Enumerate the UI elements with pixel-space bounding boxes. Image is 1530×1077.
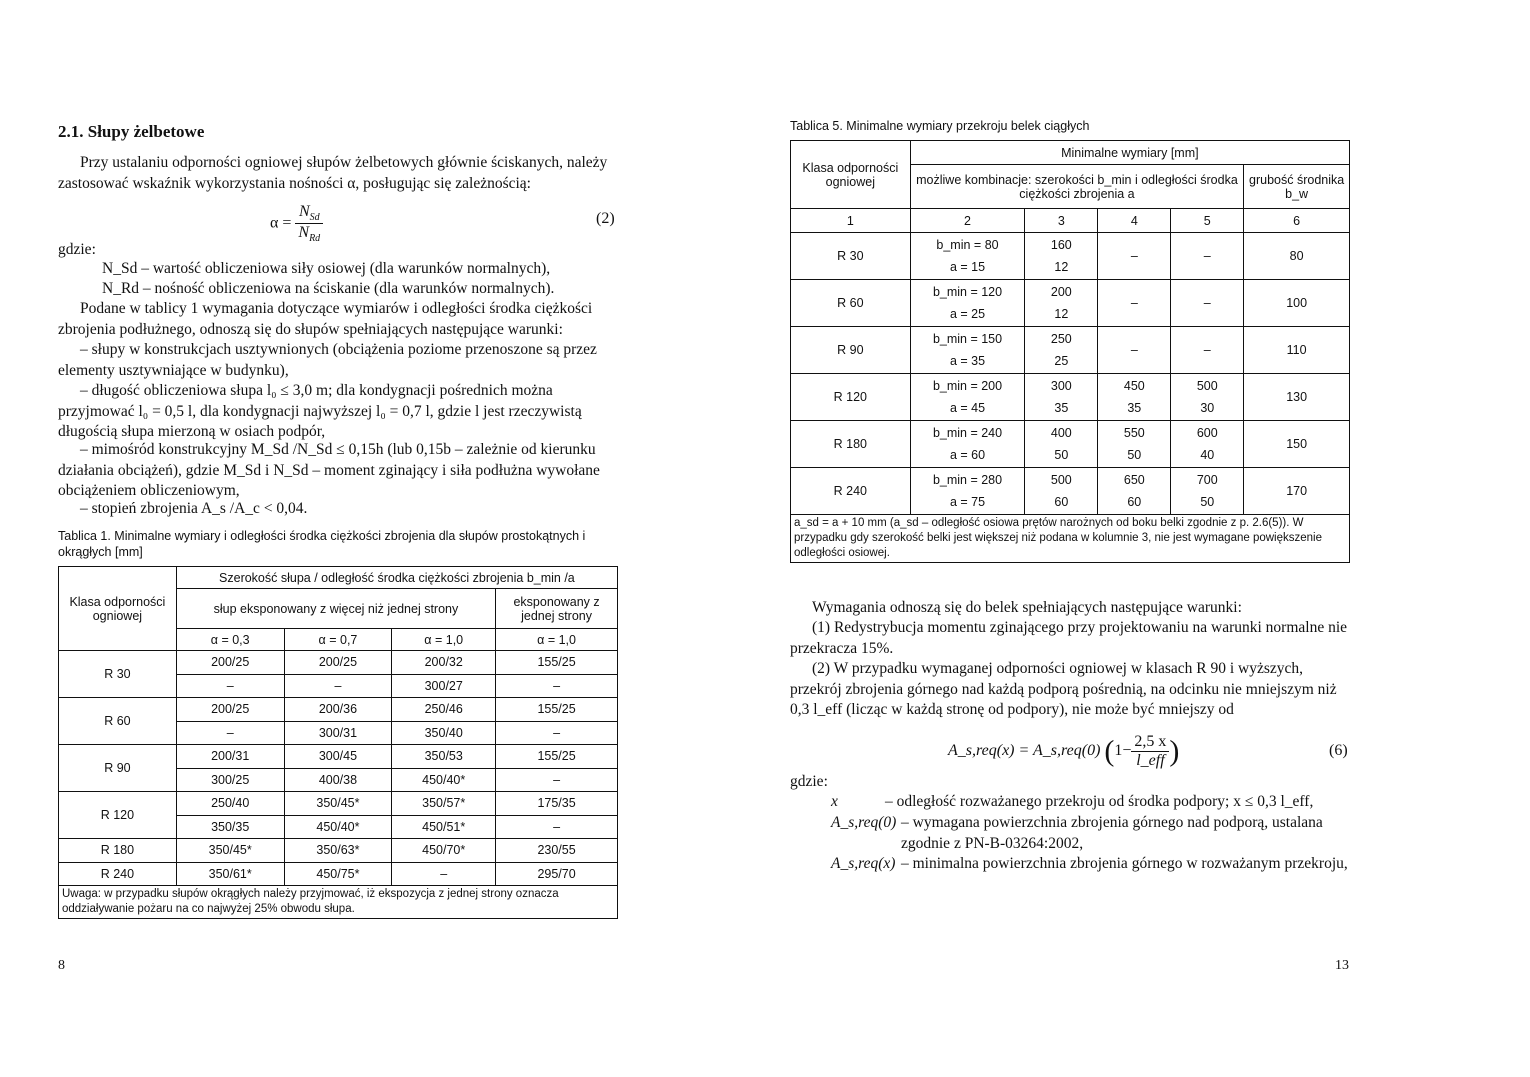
beam-conditions-intro: Wymagania odnoszą się do belek spełniających następujące warunki: [812, 599, 1242, 616]
table-row [791, 327, 1350, 374]
table1-value-cell: 250/40 [176, 792, 284, 816]
table5-value-cell: 550 50 [1098, 421, 1171, 468]
table1-value-cell: 200/36 [284, 698, 392, 722]
table5-class-cell: R 240 [791, 468, 911, 515]
table5-value-cell: 650 60 [1098, 468, 1171, 515]
table5-web-cell: 100 [1244, 280, 1350, 327]
table1-value-cell: 200/32 [392, 651, 496, 675]
table1-value-cell: – [176, 721, 284, 745]
def-ax-symbol: A_s,req(x) [831, 855, 896, 872]
table5-value-cell: – [1098, 327, 1171, 374]
table5-value-cell: 160 12 [1025, 233, 1098, 280]
table1-caption: Tablica 1. Minimalne wymiary i odległości środka ciężkości zbrojenia dla słupów prostokątnych i okrągłych [mm] [58, 529, 586, 559]
table1-value-cell: 155/25 [496, 745, 618, 769]
conditions-paragraph: Podane w tablicy 1 wymagania dotyczące wymiarów i odległości środka ciężkości zbrojenia podłużnego, odnoszą się do słupów spełniających następujące warunki: [58, 300, 593, 338]
table1-value-cell: 200/25 [176, 698, 284, 722]
table5-combo-cell: b_min = 240 a = 60 [910, 421, 1025, 468]
table5-column-number: 2 [910, 209, 1025, 233]
table5-value-cell: 450 35 [1098, 374, 1171, 421]
table-row [791, 233, 1350, 280]
table5-value-cell: – [1098, 233, 1171, 280]
gdzie-label: gdzie: [58, 241, 96, 258]
table1-value-cell: – [284, 674, 392, 698]
table5-web-cell: 130 [1244, 374, 1350, 421]
table-row [791, 421, 1350, 468]
def-x-symbol: x [831, 793, 838, 810]
table5-note: a_sd = a + 10 mm (a_sd – odległość osiowa prętów narożnych od boku belki zgodnie z p. 2.6(5)). W przypadku gdy szerokość belki jest większej niż podana w kolumnie 3, nie jest wymagane powiększenie odległości osiowej. [791, 515, 1350, 563]
table-5 [790, 140, 1350, 563]
table5-header-web: grubość środnika b_w [1244, 165, 1350, 209]
table1-value-cell: 175/35 [496, 792, 618, 816]
table1-value-cell: 300/25 [176, 768, 284, 792]
definition-nsd: N_Sd – wartość obliczeniowa siły osiowej (dla warunków normalnych), [102, 260, 551, 277]
table5-web-cell: 80 [1244, 233, 1350, 280]
table5-column-number: 4 [1098, 209, 1171, 233]
table1-header-alpha: α = 1,0 [496, 629, 618, 651]
table1-value-cell: 450/51* [392, 815, 496, 839]
table5-value-cell: 500 60 [1025, 468, 1098, 515]
table1-class-cell: R 90 [59, 745, 177, 792]
def-a0-symbol: A_s,req(0) [831, 814, 897, 831]
table5-value-cell: – [1171, 327, 1244, 374]
table1-value-cell: 300/27 [392, 674, 496, 698]
condition-1: – słupy w konstrukcjach usztywnionych (obciążenia poziome przenoszone są przez elementy usztywniające w budynku), [58, 341, 597, 379]
table5-header-min: Minimalne wymiary [mm] [910, 141, 1349, 165]
table1-value-cell: 230/55 [496, 839, 618, 863]
formula-fraction: $\frac{N_{Sd}}{N_{Rd}}$ [295, 203, 323, 244]
formula-lhs: α = [270, 214, 292, 232]
table1-value-cell: 295/70 [496, 862, 618, 886]
table5-column-number: 5 [1171, 209, 1244, 233]
table5-value-cell: 250 25 [1025, 327, 1098, 374]
table5-caption: Tablica 5. Minimalne wymiary przekroju belek ciągłych [790, 119, 1090, 133]
table1-value-cell: 200/25 [284, 651, 392, 675]
table5-class-cell: R 60 [791, 280, 911, 327]
table1-value-cell: 200/25 [176, 651, 284, 675]
formula6-number: (6) [1329, 742, 1348, 759]
table1-value-cell: 200/31 [176, 745, 284, 769]
table1-header-span: Szerokość słupa / odległość środka ciężkości zbrojenia b_min /a [176, 567, 617, 589]
table1-class-cell: R 60 [59, 698, 177, 745]
table5-header-combo: możliwe kombinacje: szerokości b_min i odległości środka ciężkości zbrojenia a [910, 165, 1244, 209]
table5-combo-cell: b_min = 120 a = 25 [910, 280, 1025, 327]
table5-class-cell: R 90 [791, 327, 911, 374]
beam-condition-1: (1) Redystrybucja momentu zginającego przy projektowaniu na warunki normalne nie przekracza 15%. [790, 619, 1348, 657]
table1-value-cell: 350/61* [176, 862, 284, 886]
table5-value-cell: 700 50 [1171, 468, 1244, 515]
table5-value-cell: 500 30 [1171, 374, 1244, 421]
table1-value-cell: 400/38 [284, 768, 392, 792]
table1-value-cell: – [176, 674, 284, 698]
table1-header-class: Klasa odporności ogniowej [59, 567, 177, 651]
section-heading: 2.1. Słupy żelbetowe [58, 122, 205, 141]
table-row [59, 745, 618, 769]
table1-value-cell: – [496, 815, 618, 839]
table1-header-alpha: α = 1,0 [392, 629, 496, 651]
table1-class-cell: R 120 [59, 792, 177, 839]
table5-value-cell: 600 40 [1171, 421, 1244, 468]
table5-combo-cell: b_min = 280 a = 75 [910, 468, 1025, 515]
table-row [59, 839, 618, 863]
table-row [59, 862, 618, 886]
table1-value-cell: 350/35 [176, 815, 284, 839]
table1-value-cell: – [496, 721, 618, 745]
table1-value-cell: 450/75* [284, 862, 392, 886]
table-row [791, 280, 1350, 327]
table1-value-cell: 450/40* [284, 815, 392, 839]
table5-column-number: 6 [1244, 209, 1350, 233]
table1-header-multi: słup eksponowany z więcej niż jednej strony [176, 589, 495, 629]
table1-value-cell: 350/40 [392, 721, 496, 745]
table-1 [58, 566, 618, 919]
table5-value-cell: – [1171, 280, 1244, 327]
condition-4: – stopień zbrojenia A_s /A_c < 0,04. [80, 500, 308, 517]
table-row [59, 792, 618, 816]
table-row [59, 651, 618, 675]
def-a0: – wymagana powierzchnia zbrojenia górnego nad podporą, ustalana zgodnie z PN-B-03264:2002, [901, 814, 1323, 852]
table5-value-cell: – [1098, 280, 1171, 327]
formula-number: (2) [596, 210, 615, 227]
table5-value-cell: 200 12 [1025, 280, 1098, 327]
formula-2 [270, 203, 323, 244]
table5-web-cell: 150 [1244, 421, 1350, 468]
definition-nrd: N_Rd – nośność obliczeniowa na ściskanie (dla warunków normalnych). [102, 280, 555, 297]
table5-class-cell: R 180 [791, 421, 911, 468]
table5-value-cell: – [1171, 233, 1244, 280]
page-number-left: 8 [58, 958, 65, 973]
condition-2: – długość obliczeniowa słupa l₀ ≤ 3,0 m; dla kondygnacji pośrednich można przyjmować l₀ = 0,5 l, dla kondygnacji najwyższej l₀ = 0,7 l, gdzie l jest rzeczywistą długością słupa mierzoną w osiach podpór, [58, 382, 582, 440]
formula6-lhs: A_s,req(x) = A_s,req(0) [948, 742, 1101, 760]
table1-value-cell: 450/40* [392, 768, 496, 792]
formula6-one: 1− [1114, 742, 1132, 760]
table1-value-cell: 350/45* [284, 792, 392, 816]
table5-web-cell: 170 [1244, 468, 1350, 515]
table5-value-cell: 300 35 [1025, 374, 1098, 421]
table5-header-class: Klasa odporności ogniowej [791, 141, 911, 209]
table1-header-single: eksponowany z jednej strony [496, 589, 618, 629]
table1-value-cell: – [496, 768, 618, 792]
table5-value-cell: 400 50 [1025, 421, 1098, 468]
table5-column-number: 1 [791, 209, 911, 233]
condition-3: – mimośród konstrukcyjny M_Sd /N_Sd ≤ 0,15h (lub 0,15b – zależnie od kierunku działania obciążeń), gdzie M_Sd i N_Sd – moment zginający i siła podłużna wywołane obciążeniem obliczeniowym, [58, 441, 600, 499]
table5-combo-cell: b_min = 80 a = 15 [910, 233, 1025, 280]
table1-value-cell: – [496, 674, 618, 698]
table-row [791, 374, 1350, 421]
formula6-fraction: $\frac{2,5 x}{\text{l\_eff}}$ [1131, 733, 1169, 770]
beam-condition-2: (2) W przypadku wymaganej odporności ogniowej w klasach R 90 i wyższych, przekrój zbrojenia górnego nad każdą podporą pośrednią, na odcinku nie mniejszym niż 0,3 l_eff (licząc w każdą stronę od podpory), nie może być mniejszy od [790, 660, 1337, 718]
table1-value-cell: 300/45 [284, 745, 392, 769]
right-page [765, 0, 1530, 1077]
table1-class-cell: R 30 [59, 651, 177, 698]
table1-value-cell: 300/31 [284, 721, 392, 745]
page-number-right: 13 [1335, 958, 1349, 973]
table1-value-cell: 350/53 [392, 745, 496, 769]
table1-value-cell: 350/57* [392, 792, 496, 816]
table1-class-cell: R 240 [59, 862, 177, 886]
table5-class-cell: R 120 [791, 374, 911, 421]
def-ax: – minimalna powierzchnia zbrojenia górnego w rozważanym przekroju, [901, 855, 1348, 872]
table-row [791, 468, 1350, 515]
table5-web-cell: 110 [1244, 327, 1350, 374]
table1-value-cell: 155/25 [496, 698, 618, 722]
def-x: – odległość rozważanego przekroju od środka podpory; x ≤ 0,3 l_eff, [885, 793, 1314, 810]
table1-header-alpha: α = 0,3 [176, 629, 284, 651]
table5-combo-cell: b_min = 200 a = 45 [910, 374, 1025, 421]
table1-header-alpha: α = 0,7 [284, 629, 392, 651]
table5-class-cell: R 30 [791, 233, 911, 280]
table1-note: Uwaga: w przypadku słupów okrągłych należy przyjmować, iż ekspozycja z jednej strony oznacza oddziaływanie pożaru na co najwyżej 25% obwodu słupa. [59, 886, 618, 919]
formula-6: A_s,req(x) = A_s,req(0) (1− $\frac{2,5 x}{\text{l\_eff}}$ ) [948, 733, 1180, 769]
table1-value-cell: 450/70* [392, 839, 496, 863]
table1-value-cell: – [392, 862, 496, 886]
gdzie-label-right: gdzie: [790, 773, 828, 790]
table1-value-cell: 250/46 [392, 698, 496, 722]
table1-value-cell: 155/25 [496, 651, 618, 675]
table-row [59, 698, 618, 722]
intro-paragraph: Przy ustalaniu odporności ogniowej słupów żelbetowych głównie ściskanych, należy zastosować wskaźnik wykorzystania nośności α, posługując się zależnością: [58, 154, 608, 192]
table5-column-number: 3 [1025, 209, 1098, 233]
table1-value-cell: 350/63* [284, 839, 392, 863]
table1-value-cell: 350/45* [176, 839, 284, 863]
table1-class-cell: R 180 [59, 839, 177, 863]
table5-combo-cell: b_min = 150 a = 35 [910, 327, 1025, 374]
